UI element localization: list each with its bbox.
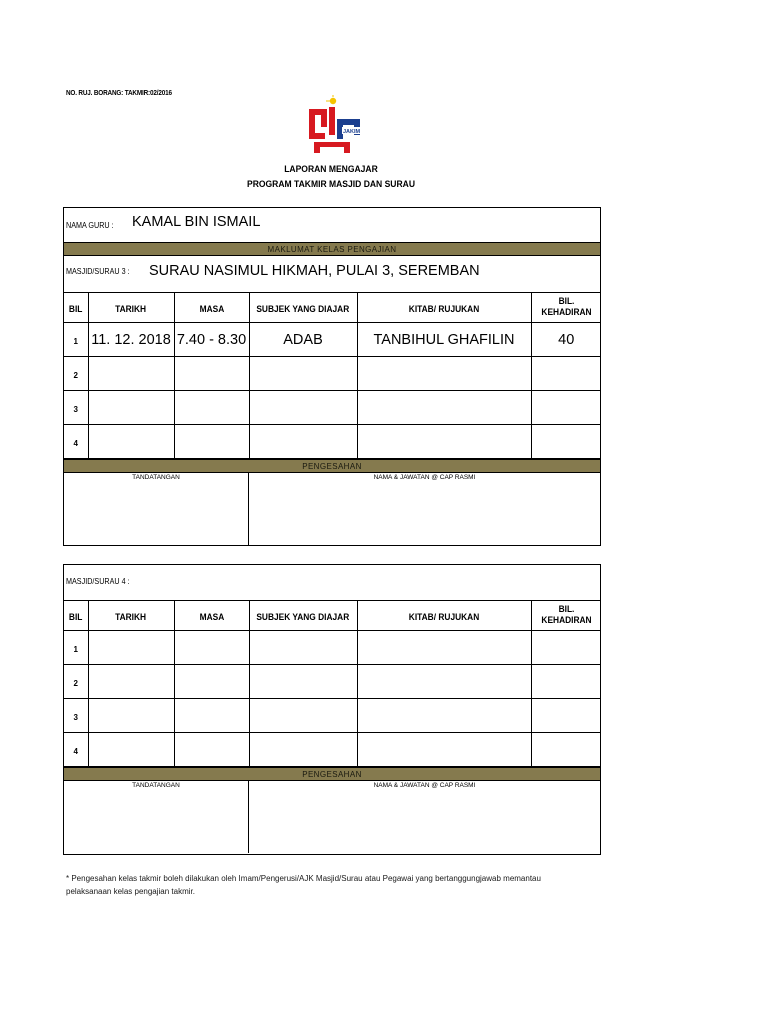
row-subjek[interactable] [249,425,357,459]
row-subjek[interactable] [249,733,357,767]
row-bil: 1 [73,644,78,654]
row-masa[interactable] [174,391,249,425]
table-row [64,733,601,767]
col-subjek: SUBJEK YANG DIAJAR [256,303,350,315]
row-tarikh[interactable] [88,631,174,665]
row-subjek[interactable] [249,357,357,391]
class-table-3 [64,292,601,459]
row-subjek[interactable] [249,631,357,665]
row-tarikh[interactable] [88,391,174,425]
col-kitab: KITAB/ RUJUKAN [408,611,480,623]
form-subtitle: PROGRAM TAKMIR MASJID DAN SURAU [247,179,415,190]
row-masa[interactable] [174,425,249,459]
class-info-bar: MAKLUMAT KELAS PENGAJIAN [64,242,600,256]
footnote: * Pengesahan kelas takmir boleh dilakukan oleh Imam/Pengerusi/AJK Masjid/Surau atau Pegawai yang bertanggungjawab memantau pelaksanaan kelas pengajian takmir. [66,874,541,896]
name-position-stamp-label: NAMA & JAWATAN @ CAP RASMI [373,782,476,789]
table-row [64,699,601,733]
row-tarikh[interactable] [88,733,174,767]
table-header-row [64,601,601,631]
table-row [64,665,601,699]
pengesahan-bar: PENGESAHAN [64,767,600,781]
row-bil: 4 [73,746,78,756]
row-bil: 3 [73,404,78,414]
row-masa[interactable] [174,733,249,767]
row-bil: 2 [73,370,78,380]
jakim-logo-icon [300,95,370,155]
col-bil: BIL [69,611,83,623]
row-kitab[interactable] [357,733,531,767]
row-subjek[interactable]: ADAB [283,331,323,348]
jakim-logo [300,95,370,155]
col-subjek: SUBJEK YANG DIAJAR [256,611,350,623]
report-section-surau-4 [63,564,601,855]
signature-area [64,473,600,545]
table-row [64,391,601,425]
row-kehadiran[interactable] [531,733,601,767]
row-kehadiran[interactable] [531,357,601,391]
row-masa[interactable] [174,665,249,699]
row-kehadiran[interactable] [531,391,601,425]
table-row [64,425,601,459]
col-masa: MASA [199,303,224,315]
masjid-3-label: MASJID/SURAU 3 : [66,267,130,276]
masjid-3-value[interactable]: SURAU NASIMUL HIKMAH, PULAI 3, SEREMBAN [149,263,480,279]
col-kitab: KITAB/ RUJUKAN [408,303,480,315]
row-masa[interactable]: 7.40 - 8.30 [176,331,247,348]
row-masa[interactable] [174,699,249,733]
row-bil: 4 [73,438,78,448]
logo-text: JAKIM [343,129,361,135]
name-position-stamp-label: NAMA & JAWATAN @ CAP RASMI [373,474,476,481]
signature-label: TANDATANGAN [132,782,180,789]
col-bil: BIL [69,303,83,315]
row-subjek[interactable] [249,391,357,425]
form-reference-number: NO. RUJ. BORANG: TAKMIR:02/2016 [66,88,172,97]
col-tarikh: TARIKH [115,303,147,315]
row-bil: 1 [73,336,78,346]
row-kehadiran[interactable] [531,425,601,459]
row-bil: 2 [73,678,78,688]
row-kitab[interactable] [357,425,531,459]
class-table-4 [64,600,601,767]
col-kehadiran: BIL. KEHADIRAN [541,603,592,626]
row-bil: 3 [73,712,78,722]
row-tarikh[interactable] [88,425,174,459]
row-kitab[interactable] [357,699,531,733]
row-tarikh[interactable] [88,665,174,699]
table-row [64,323,601,357]
row-tarikh[interactable] [88,699,174,733]
row-kitab[interactable] [357,631,531,665]
col-kehadiran: BIL. KEHADIRAN [541,295,592,318]
report-section-surau-3 [63,207,601,546]
row-kehadiran[interactable] [531,699,601,733]
row-masa[interactable] [174,357,249,391]
row-kitab[interactable] [357,391,531,425]
row-kitab[interactable] [357,357,531,391]
row-kehadiran[interactable]: 40 [558,331,575,348]
row-kitab[interactable] [357,665,531,699]
masjid-4-label: MASJID/SURAU 4 : [66,577,130,586]
form-title: LAPORAN MENGAJAR [284,164,378,175]
teacher-name-label: NAMA GURU : [66,221,114,230]
pengesahan-bar: PENGESAHAN [64,459,600,473]
table-header-row [64,293,601,323]
row-tarikh[interactable] [88,357,174,391]
table-row [64,357,601,391]
signature-label: TANDATANGAN [132,474,180,481]
table-row [64,631,601,665]
row-tarikh[interactable]: 11. 12. 2018 [91,331,171,348]
row-kehadiran[interactable] [531,665,601,699]
row-subjek[interactable] [249,665,357,699]
signature-area [64,781,600,853]
teacher-name-value[interactable]: KAMAL BIN ISMAIL [132,214,261,230]
row-masa[interactable] [174,631,249,665]
row-kitab[interactable]: TANBIHUL GHAFILIN [373,331,515,348]
col-masa: MASA [199,611,224,623]
row-kehadiran[interactable] [531,631,601,665]
col-tarikh: TARIKH [115,611,147,623]
row-subjek[interactable] [249,699,357,733]
